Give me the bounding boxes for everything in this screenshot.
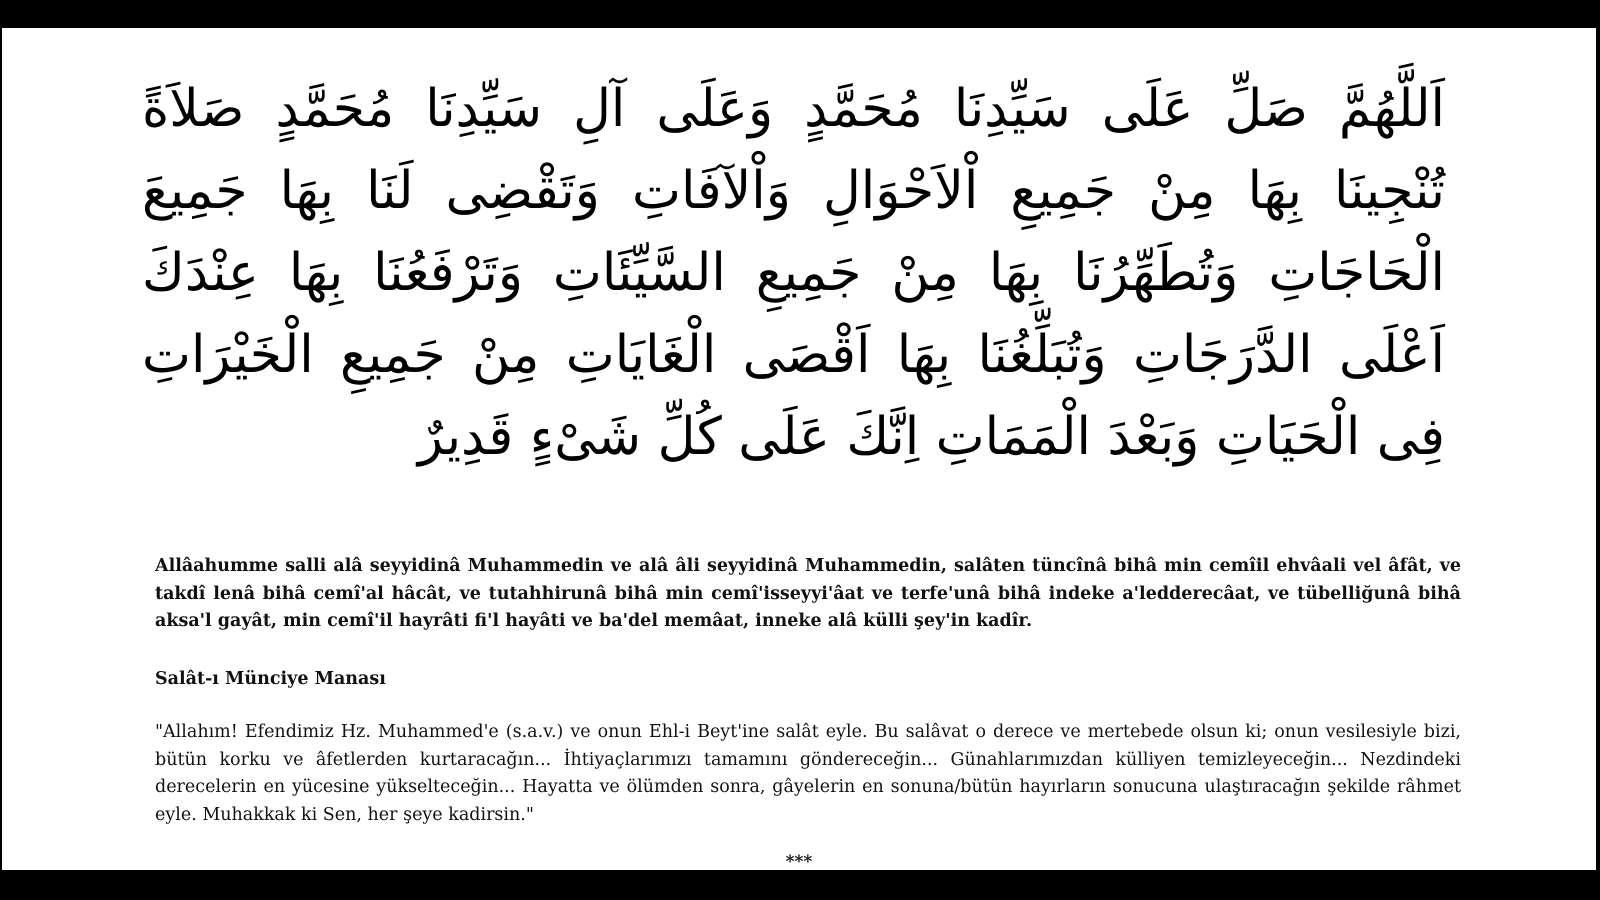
section-separator: *** bbox=[785, 852, 813, 870]
arabic-line-4: اَعْلَى الدَّرَجَاتِ وَتُبَلِّغُنَا بِهَا اَقْصَى الْغَايَاتِ مِنْ جَمِيعِ الْخَيْرَاتِ bbox=[142, 325, 1445, 385]
transliteration-paragraph: Allâahumme salli alâ seyyidinâ Muhammedin ve alâ âli seyyidinâ Muhammedin, salâten tüncînâ bihâ min cemîil ehvâali vel âfât, ve takdî lenâ bihâ cemî'al hâcât, ve tutahhirunâ bihâ min cemî'isseyyi'âat ve terfe'unâ bihâ indeke a'ledderecâat, ve tübelliğunâ bihâ aksa'l gayât, min cemî'il hayrâti fi'l hayâti ve ba'del memâat, inneke alâ külli şey'in kadîr. bbox=[155, 556, 1461, 631]
arabic-line-1: اَللَّهُمَّ صَلِّ عَلَى سَيِّدِنَا مُحَمَّدٍ وَعَلَى آلِ سَيِّدِنَا مُحَمَّدٍ صَلاَةً bbox=[142, 79, 1445, 139]
arabic-line-3: الْحَاجَاتِ وَتُطَهِّرُنَا بِهَا مِنْ جَمِيعِ السَّيِّئَاتِ وَتَرْفَعُنَا بِهَا عِنْدَكَ bbox=[142, 243, 1445, 303]
arabic-prayer-text bbox=[142, 68, 1445, 478]
arabic-line-2: تُنْجِينَا بِهَا مِنْ جَمِيعِ اْلاَحْوَالِ وَاْلآفَاتِ وَتَقْضِى لَنَا بِهَا جَمِيعَ bbox=[142, 161, 1445, 221]
meaning-heading: Salât-ı Münciye Manası bbox=[155, 669, 386, 689]
meaning-paragraph: "Allahım! Efendimiz Hz. Muhammed'e (s.a.v.) ve onun Ehl-i Beyt'ine salât eyle. Bu salâvat o derece ve mertebede olsun ki; onun vesilesiyle bizi, bütün korku ve âfetlerden kurtaracağın... İhtiyaçlarımızı tamamını göndereceğin... Günahlarımızdan külliyen temizleyeceğin... Nezdindeki derecelerin en yücesine yükselteceğin... Hayatta ve ölümden sonra, gâyelerin en sonuna/bütün hayırların sonucuna ulaştıracağın şekilde râhmet eyle. Muhakkak ki Sen, her şeye kadirsin." bbox=[155, 722, 1461, 825]
arabic-line-5: فِى الْحَيَاتِ وَبَعْدَ الْمَمَاتِ اِنَّكَ عَلَى كُلِّ شَىْءٍ قَدِيرٌ bbox=[417, 407, 1445, 467]
document-page bbox=[2, 28, 1596, 870]
